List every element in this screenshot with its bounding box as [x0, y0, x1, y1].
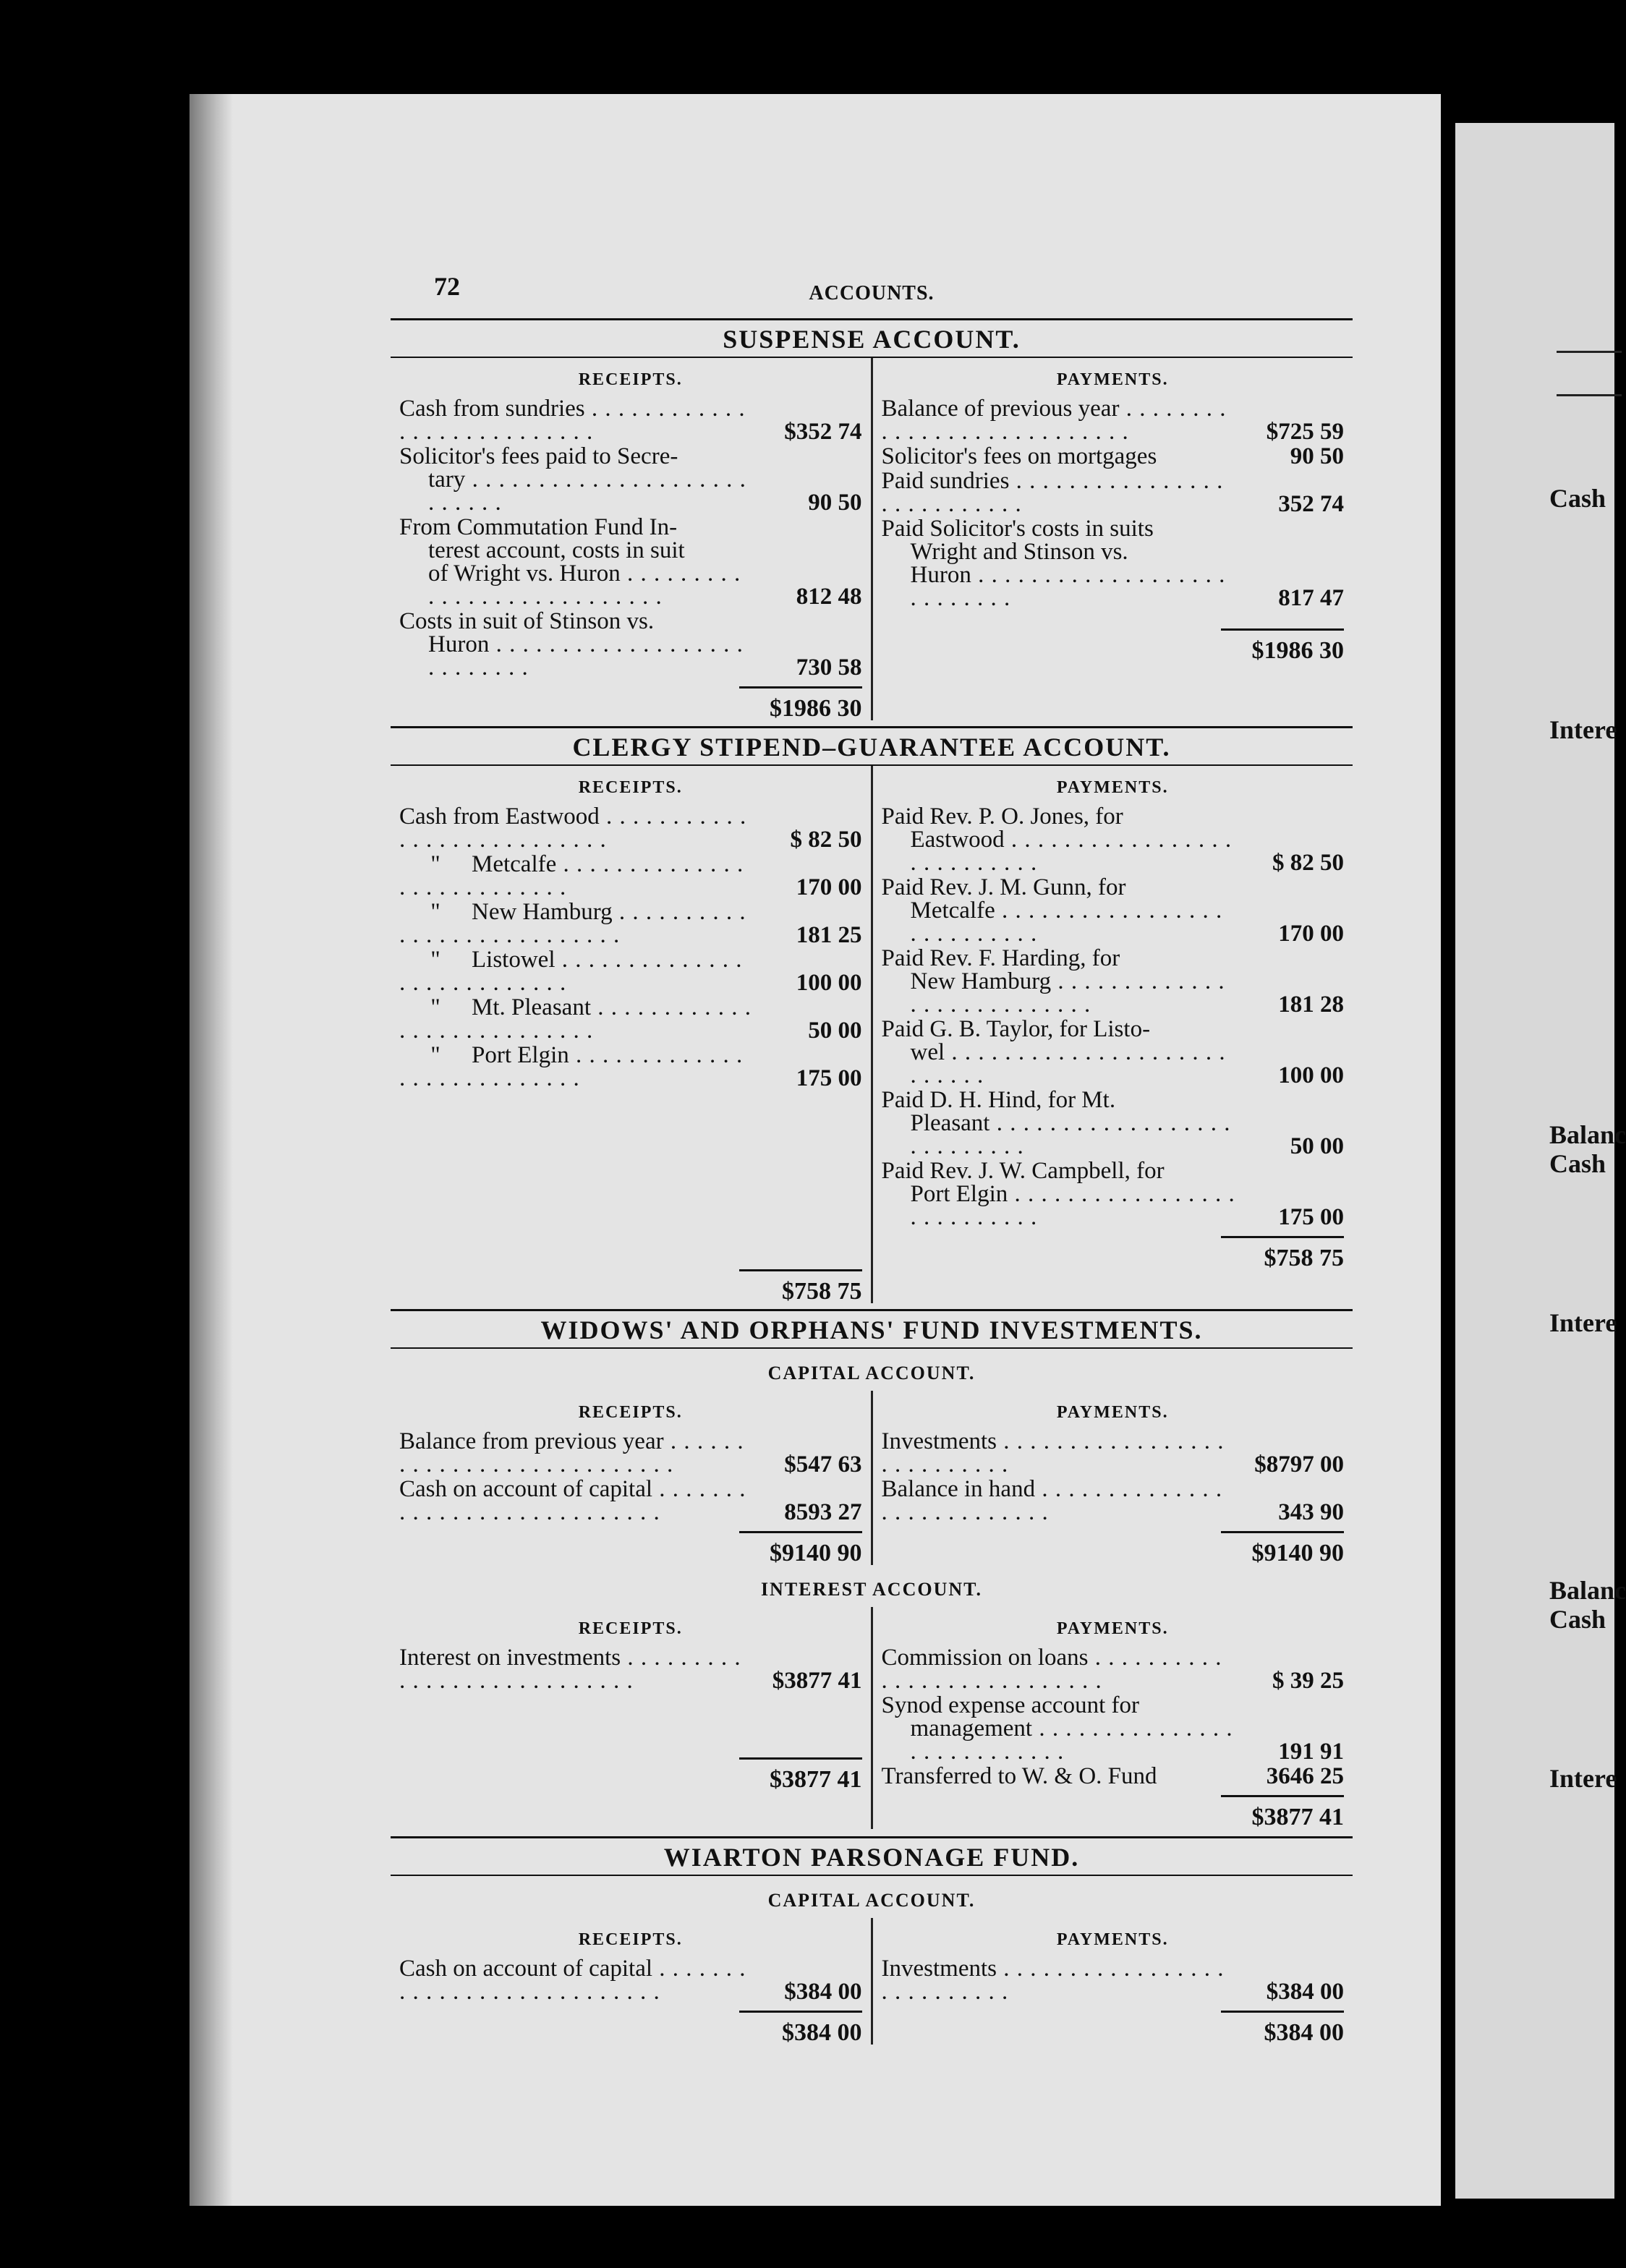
section-title: CLERGY STIPEND–GUARANTEE ACCOUNT. [572, 733, 1171, 762]
entry-amount: 817 47 [1278, 585, 1344, 611]
payments-total: $384 00 [1221, 2011, 1344, 2045]
ledger-entry [882, 876, 1345, 945]
entry-text: Metcalfe . . . [882, 899, 1236, 945]
ledger-entry [882, 1018, 1345, 1087]
ledger-entry [399, 1478, 862, 1524]
entry-amount: 175 00 [1278, 1204, 1344, 1230]
ditto-mark: " [430, 947, 440, 973]
entry-amount: $8797 00 [1254, 1451, 1344, 1478]
ledger-entry [882, 517, 1345, 610]
receipts-column [391, 1391, 873, 1565]
ledger-entry [882, 397, 1345, 443]
entry-text: Wright and Stinson vs. [910, 539, 1128, 565]
entry-text: Paid Rev. P. O. Jones, for [881, 803, 1123, 830]
ledger-entry [399, 948, 862, 994]
entry-amount: $3877 41 [772, 1668, 862, 1694]
ditto-mark: " [430, 994, 440, 1020]
entry-amount: $ 82 50 [1272, 850, 1344, 876]
payments-column [873, 358, 1353, 720]
entry-text: Huron . . . [882, 563, 1236, 610]
entry-text: Pleasant . . . [882, 1112, 1236, 1158]
receipts-heading: RECEIPTS. [578, 778, 683, 797]
entry-amount: 170 00 [796, 874, 862, 900]
entry-text: of Wright vs. Huron . . . [399, 562, 754, 608]
entry-amount: $384 00 [784, 1979, 862, 2005]
page-header [391, 272, 1353, 318]
entry-text: Huron . . . [399, 633, 754, 679]
receipts-total: $3877 41 [739, 1757, 862, 1791]
entry-amount: $384 00 [1266, 1979, 1344, 2005]
entry-amount: 181 25 [796, 922, 862, 948]
subsection-title: CAPITAL ACCOUNT. [767, 1890, 976, 1911]
ledger-entry [882, 1646, 1345, 1692]
receipts-heading: RECEIPTS. [578, 1930, 683, 1949]
entry-text: From Commutation Fund In- [399, 514, 678, 540]
facing-rule [1557, 394, 1622, 396]
facing-word: Intere [1549, 1764, 1617, 1793]
ledger-entry [399, 996, 862, 1042]
entry-text: wel . . . [882, 1041, 1236, 1087]
page-number: 72 [434, 272, 460, 301]
entry-text: Commission on loans . . . [882, 1646, 1236, 1692]
receipts-total: $758 75 [739, 1269, 862, 1303]
ledger-entry [399, 610, 862, 679]
payments-column [873, 1391, 1353, 1565]
receipts-column [391, 1607, 873, 1829]
entry-text: Synod expense account for [881, 1692, 1139, 1718]
entry-text: Paid Solicitor's costs in suits [881, 516, 1154, 542]
facing-word: Balanc [1549, 1120, 1626, 1149]
entry-text: Eastwood . . . [882, 828, 1236, 874]
entry-amount: $ 82 50 [790, 827, 862, 853]
entry-amount: 812 48 [796, 584, 862, 610]
entry-amount: $352 74 [784, 419, 862, 445]
entry-text: Investments . . . [882, 1957, 1236, 2003]
entry-text: Cash from Eastwood . . . [399, 805, 754, 851]
entry-amount: 730 58 [796, 655, 862, 681]
entry-text: Interest on investments . . . [399, 1646, 754, 1692]
payments-total: $758 75 [1221, 1236, 1344, 1270]
receipts-total: $9140 90 [739, 1531, 862, 1565]
entry-amount: 3646 25 [1266, 1763, 1344, 1789]
payments-total: $1986 30 [1221, 628, 1344, 662]
payments-heading: PAYMENTS. [1056, 1403, 1169, 1422]
entry-text: Balance in hand . . . [882, 1478, 1236, 1524]
ledger-entry [882, 947, 1345, 1016]
ledger-entry [882, 1478, 1345, 1524]
running-title: ACCOUNTS. [809, 282, 935, 304]
entry-text: Cash from sundries . . . [399, 397, 754, 443]
ledger-entry [399, 1430, 862, 1476]
ledger-entry [882, 1430, 1345, 1476]
ditto-mark: " [430, 851, 440, 877]
payments-column [873, 1607, 1353, 1829]
entry-text: Port Elgin [472, 1042, 569, 1068]
receipts-heading: RECEIPTS. [578, 1403, 683, 1422]
suspense-account [391, 320, 1353, 720]
entry-amount: 100 00 [796, 970, 862, 996]
payments-total: $3877 41 [1221, 1795, 1344, 1829]
ledger-entry [399, 1646, 862, 1692]
entry-amount: 191 91 [1278, 1739, 1344, 1765]
facing-word: Cash [1549, 484, 1606, 513]
entry-text: Investments . . . [882, 1430, 1236, 1476]
entry-text: New Hamburg [472, 899, 613, 925]
entry-text: management . . . [882, 1717, 1236, 1763]
book-spine [190, 94, 233, 2206]
receipts-heading: RECEIPTS. [578, 1619, 683, 1638]
entry-text: Costs in suit of Stinson vs. [399, 608, 655, 634]
clergy-stipend-account [391, 728, 1353, 1303]
entry-text: Paid Rev. J. M. Gunn, for [881, 874, 1126, 900]
facing-word: Intere [1549, 715, 1617, 744]
entry-text: tary . . . [399, 468, 754, 514]
entry-amount: $725 59 [1266, 419, 1344, 445]
entry-text: New Hamburg . . . [882, 970, 1236, 1016]
entry-text: Solicitor's fees on mortgages [881, 443, 1157, 469]
receipts-column [391, 358, 873, 720]
ditto-mark: " [430, 1042, 440, 1068]
ledger-entry [399, 1044, 862, 1090]
ledger-entry [399, 516, 862, 608]
ledger-entry [882, 1957, 1345, 2003]
ditto-mark: " [430, 899, 440, 925]
facing-word: Cash [1549, 1605, 1606, 1634]
ledger-entry [399, 853, 862, 899]
entry-amount: 90 50 [1290, 443, 1344, 469]
entry-text: Transferred to W. & O. Fund [881, 1763, 1157, 1789]
entry-amount: 175 00 [796, 1065, 862, 1091]
facing-word: Cash [1549, 1149, 1606, 1178]
payments-heading: PAYMENTS. [1056, 1930, 1169, 1949]
wiarton-parsonage-fund [391, 1838, 1353, 2045]
subsection-title: INTEREST ACCOUNT. [760, 1579, 983, 1600]
receipts-column [391, 1918, 873, 2045]
entry-text: Balance from previous year . . . [399, 1430, 754, 1476]
entry-text: Cash on account of capital . . . [399, 1478, 754, 1524]
receipts-column [391, 766, 873, 1303]
entry-text: Mt. Pleasant [472, 994, 591, 1020]
entry-text: Paid G. B. Taylor, for Listo- [881, 1016, 1151, 1042]
entry-amount: 352 74 [1278, 491, 1344, 517]
entry-amount: 90 50 [808, 490, 862, 516]
entry-amount: $547 63 [784, 1451, 862, 1478]
ledger-entry [399, 805, 862, 851]
entry-text: Listowel [472, 947, 556, 973]
entry-text: Metcalfe [472, 851, 557, 877]
ledger-entry [399, 900, 862, 947]
entry-text: Paid Rev. F. Harding, for [881, 945, 1120, 971]
widows-orphans-fund [391, 1311, 1353, 1829]
facing-word: Balanc [1549, 1576, 1626, 1605]
ledger-entry [399, 397, 862, 443]
ledger-entry [882, 1765, 1345, 1788]
section-title: WIARTON PARSONAGE FUND. [663, 1843, 1080, 1872]
entry-text: Cash on account of capital . . . [399, 1957, 754, 2003]
facing-word: Intere [1549, 1308, 1617, 1337]
entry-text: terest account, costs in suit [428, 537, 685, 563]
payments-heading: PAYMENTS. [1056, 778, 1169, 797]
payments-heading: PAYMENTS. [1056, 370, 1169, 389]
entry-amount: 170 00 [1278, 921, 1344, 947]
ledger-entry [882, 469, 1345, 516]
entry-text: Port Elgin . . . [882, 1182, 1236, 1229]
payments-column [873, 1918, 1353, 2045]
payments-total: $9140 90 [1221, 1531, 1344, 1565]
ledger-entry [882, 1694, 1345, 1763]
entry-amount: 181 28 [1278, 992, 1344, 1018]
ledger-entry [882, 805, 1345, 874]
entry-amount: 343 90 [1278, 1499, 1344, 1525]
section-title: WIDOWS' AND ORPHANS' FUND INVESTMENTS. [540, 1316, 1203, 1344]
receipts-total: $1986 30 [739, 686, 862, 720]
section-title: SUSPENSE ACCOUNT. [723, 325, 1021, 354]
entry-amount: 50 00 [808, 1018, 862, 1044]
entry-text: Paid D. H. Hind, for Mt. [881, 1087, 1116, 1113]
receipts-total: $384 00 [739, 2011, 862, 2045]
ledger-entry [399, 445, 862, 514]
entry-text: Solicitor's fees paid to Secre- [399, 443, 678, 469]
payments-heading: PAYMENTS. [1056, 1619, 1169, 1638]
ledger-entry [882, 1088, 1345, 1158]
facing-rule [1557, 351, 1622, 353]
ledger-entry [399, 1957, 862, 2003]
entry-amount: 8593 27 [784, 1499, 862, 1525]
entry-amount: 100 00 [1278, 1062, 1344, 1088]
entry-text: Paid Rev. J. W. Campbell, for [881, 1158, 1165, 1184]
receipts-heading: RECEIPTS. [578, 370, 683, 389]
ledger-entry [882, 1159, 1345, 1229]
entry-text: Balance of previous year . . . [882, 397, 1236, 443]
entry-amount: $ 39 25 [1272, 1668, 1344, 1694]
payments-column [873, 766, 1353, 1303]
facing-page-edge [1455, 123, 1626, 2199]
subsection-title: CAPITAL ACCOUNT. [767, 1363, 976, 1384]
accounts-content [391, 272, 1353, 2046]
ledger-entry [882, 445, 1345, 468]
entry-text: Paid sundries . . . [882, 469, 1236, 516]
entry-amount: 50 00 [1290, 1133, 1344, 1159]
